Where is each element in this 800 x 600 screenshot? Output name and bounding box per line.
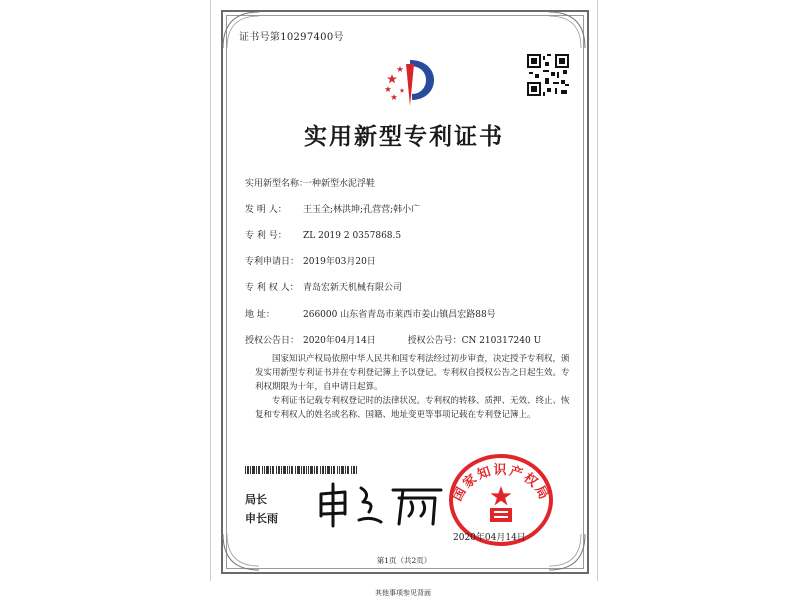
field-label: 专 利 权 人： [245, 283, 299, 293]
field-value: 2020年04月14日 [303, 336, 376, 346]
field-value: 王玉全;林洪坤;孔营营;韩小广 [303, 205, 421, 215]
certificate-paragraph-grant: 国家知识产权局依照中华人民共和国专利法经过初步审查，决定授予专利权，颁发实用新型专利证书并在专利登记簿上予以登记。专利权自授权公告之日起生效。专利权期限为十年，自申请日起算。 [255, 354, 570, 392]
announcement-number: CN 210317240 U [461, 336, 542, 346]
director-title: 局长 [245, 493, 267, 506]
top-right-ornament [547, 10, 587, 50]
field-label: 实用新型名称： [245, 179, 309, 189]
field-grant-date [245, 333, 541, 346]
field-label: 专 利 号： [245, 231, 287, 241]
certificate-paragraph-legal: 专利证书记载专利权登记时的法律状况。专利权的转移、质押、无效、终止、恢复和专利权人的姓名或名称、国籍、地址变更等事项记载在专利登记簿上。 [255, 396, 570, 420]
patent-certificate [210, 0, 598, 581]
field-label: 发 明 人： [245, 205, 287, 215]
field-utility-model-name [245, 176, 375, 189]
seal-date: 2020年04月14日 [453, 533, 526, 543]
certificate-title: 实用新型专利证书 [304, 123, 504, 150]
footer-note: 其他事项参见背面 [375, 589, 431, 597]
cnipa-logo-icon [380, 56, 436, 108]
field-address [245, 307, 496, 320]
director-signature [311, 480, 451, 530]
field-value: 266000 山东省青岛市莱西市姜山镇昌宏路88号 [303, 310, 496, 320]
field-application-date [245, 254, 376, 267]
bottom-left-ornament [221, 532, 261, 572]
field-label: 专利申请日： [245, 257, 300, 267]
certificate-number: 证书号第10297400号 [239, 32, 344, 43]
field-value: 青岛宏新天机械有限公司 [303, 283, 403, 293]
field-value: ZL 2019 2 0357868.5 [303, 231, 402, 241]
field-value: 一种新型水泥浮鞋 [303, 179, 376, 189]
field-label: 授权公告日： [245, 336, 300, 346]
announcement-label: 授权公告号： [407, 336, 462, 346]
qr-code-icon [527, 54, 569, 96]
field-patentee [245, 280, 402, 293]
field-patent-number [245, 228, 401, 241]
field-value: 2019年03月20日 [303, 257, 376, 267]
page-info: 第1页（共2页） [376, 556, 432, 565]
field-inventors [245, 202, 420, 215]
field-label: 地 址： [245, 310, 275, 320]
barcode-icon [245, 466, 357, 474]
svg-text:国家知识产权局: 国家知识产权局 [450, 463, 552, 504]
director-name: 申长雨 [245, 512, 278, 525]
